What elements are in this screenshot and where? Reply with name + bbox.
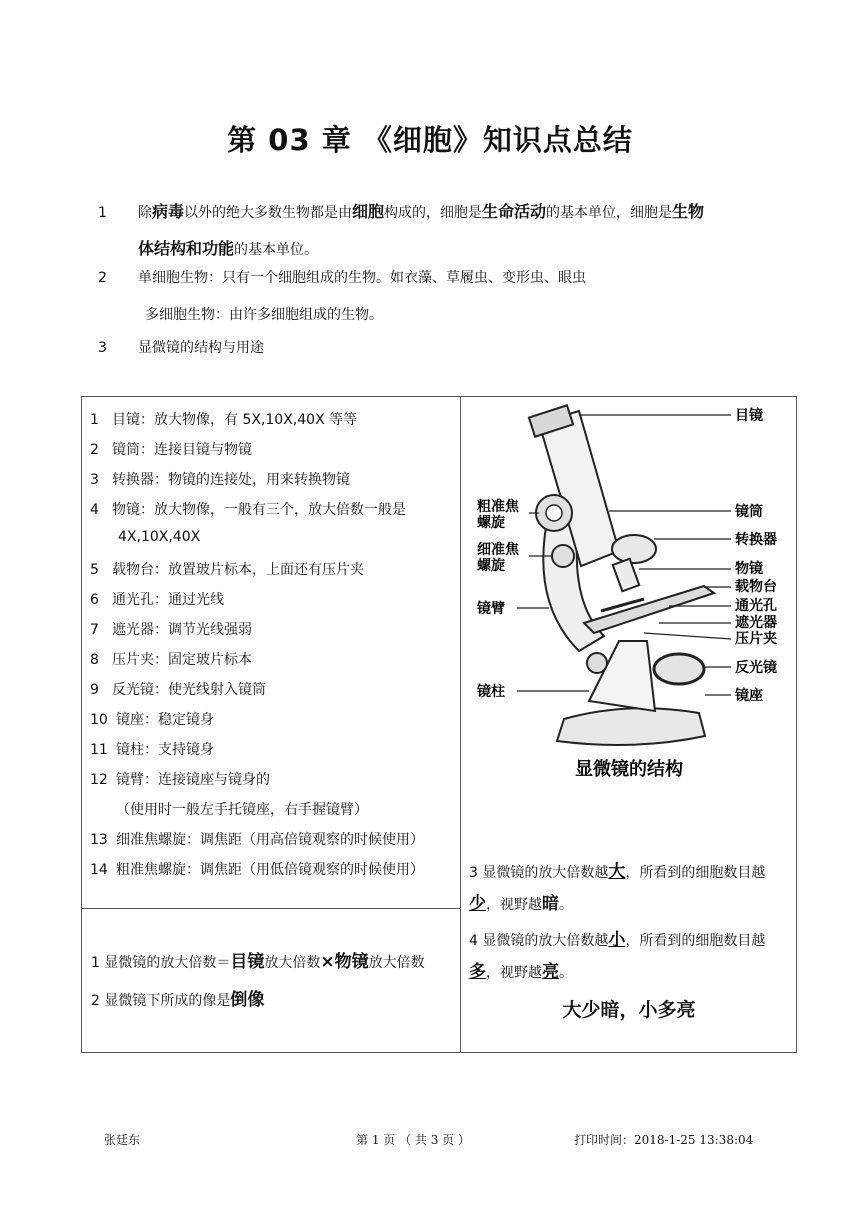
label-diaphragm: 遮光器 (735, 615, 777, 631)
text-segment: 除 (138, 205, 152, 221)
item-number: 4 (90, 502, 99, 518)
text-segment: ，视野越 (486, 897, 542, 913)
item-text: 通光孔：通过光线 (112, 592, 224, 608)
item-text: （使用时一般左手托镜座，右手握镜臂） (116, 802, 368, 818)
bold-term: 倒像 (230, 990, 265, 1010)
footer-print-time: 打印时间：2018-1-25 13:38:04 (574, 1133, 754, 1147)
bold-term: 目镜 (230, 952, 265, 972)
item-text: 镜筒：连接目镜与物镜 (112, 442, 252, 458)
label-nosepiece: 转换器 (735, 532, 777, 548)
text-segment: 4 显微镜的放大倍数越 (469, 933, 609, 949)
section-heading: 显微镜的结构与用途 (138, 340, 264, 356)
item-text: 遮光器：调节光线强弱 (112, 622, 252, 638)
text-segment: 放大倍数 (264, 955, 321, 971)
footer-author: 张廷东 (104, 1133, 141, 1147)
unicellular-text: 单细胞生物：只有一个细胞组成的生物。如衣藻、草履虫、变形虫、眼虫 (138, 270, 586, 286)
paragraph-2 (98, 268, 586, 288)
item-number: 6 (90, 592, 99, 608)
item-text: 细准焦螺旋：调焦距（用高倍镜观察的时候使用） (116, 832, 424, 848)
item-number: 3 (90, 472, 99, 488)
item-text: 镜座：稳定镜身 (116, 712, 214, 728)
label-fine-1: 细准焦 (477, 542, 519, 558)
leader-line (644, 633, 731, 639)
structure-list-item (116, 799, 368, 819)
structure-list-item (90, 589, 224, 609)
text-segment: 的基本单位。 (234, 242, 319, 258)
text-segment: 放大倍数 (368, 955, 425, 971)
image-orientation (91, 985, 264, 1010)
structure-list-item (118, 529, 200, 545)
label-coarse-2: 螺旋 (477, 515, 505, 531)
fine-knob (552, 545, 574, 567)
label-arm: 镜臂 (477, 601, 505, 617)
magnification-cell (82, 909, 461, 1053)
item-text: 目镜：放大物像，有 5X,10X,40X 等等 (112, 412, 358, 428)
slogan: 大少暗，小多亮 (562, 999, 696, 1021)
item-number: 10 (90, 712, 108, 728)
bold-term: 生物 (672, 202, 705, 221)
item-text: 反光镜：使光线射入镜筒 (112, 682, 266, 698)
structure-list-item (90, 649, 252, 669)
text-segment: 构成的，细胞是 (384, 205, 483, 221)
item-number: 8 (90, 652, 99, 668)
structure-list-item (90, 769, 270, 789)
label-objective: 物镜 (735, 561, 763, 577)
text-segment: ，视野越 (486, 965, 542, 981)
paragraph-1-continued (138, 236, 318, 259)
item-number: 5 (90, 562, 99, 578)
text-segment: 。 (559, 897, 573, 913)
item-number: 11 (90, 742, 108, 758)
label-coarse-1: 粗准焦 (477, 499, 519, 515)
rule-3-line-1 (469, 857, 765, 882)
label-eyepiece: 目镜 (735, 408, 763, 424)
bold-term: 体结构和功能 (138, 239, 235, 258)
structure-list-item (90, 499, 406, 519)
structure-list-item (90, 709, 214, 729)
figure-cell (461, 397, 797, 1053)
item-number: 9 (90, 682, 99, 698)
item-number: 3 (98, 340, 107, 356)
paragraph-3 (98, 338, 264, 358)
label-stage: 载物台 (735, 579, 777, 595)
multicellular-text: 多细胞生物：由许多细胞组成的生物。 (145, 307, 383, 323)
figure-caption: 显微镜的结构 (575, 759, 683, 780)
item-text: 4X,10X,40X (118, 529, 201, 545)
rule-4-line-2 (469, 957, 573, 982)
mirror-shape (654, 654, 704, 684)
pivot-knob (587, 653, 607, 673)
microscope-table (81, 396, 797, 1053)
item-text: 粗准焦螺旋：调焦距（用低倍镜观察的时候使用） (116, 862, 424, 878)
item-number: 13 (90, 832, 108, 848)
footer-page: 第 1 页 （ 共 3 页 ） (356, 1133, 470, 1147)
structure-list-cell (82, 397, 461, 909)
text-segment: ，所看到的细胞数目越 (625, 933, 766, 949)
item-number: 1 (90, 412, 99, 428)
text-segment: 2 显微镜下所成的像是 (91, 993, 231, 1009)
label-tube: 镜筒 (735, 504, 763, 520)
text-segment: 的基本单位，细胞是 (546, 205, 673, 221)
item-text: 压片夹：固定玻片标本 (112, 652, 252, 668)
item-text: 物镜：放大物像，一般有三个，放大倍数一般是 (112, 502, 406, 518)
bold-term: ×物镜 (320, 952, 369, 972)
paragraph-1 (98, 202, 778, 223)
coarse-knob-center (546, 505, 562, 521)
text-segment: 1 显微镜的放大倍数＝ (91, 955, 231, 971)
item-text: 转换器：物镜的连接处，用来转换物镜 (112, 472, 350, 488)
text-segment: 。 (559, 965, 573, 981)
label-base: 镜座 (735, 688, 763, 704)
item-number: 12 (90, 772, 108, 788)
magnification-formula (91, 947, 425, 972)
bold-term: 病毒 (152, 202, 185, 221)
text-segment: 3 显微镜的放大倍数越 (469, 865, 609, 881)
bold-term: 生命活动 (482, 202, 547, 221)
item-text: 镜臂：连接镜座与镜身的 (116, 772, 270, 788)
label-mirror: 反光镜 (735, 660, 777, 676)
structure-list-item (90, 829, 424, 849)
text-segment: ，所看到的细胞数目越 (625, 865, 766, 881)
base-shape (557, 708, 705, 745)
rule-3-line-2 (469, 889, 573, 914)
nosepiece-shape (612, 535, 656, 563)
structure-list-item (90, 619, 252, 639)
item-number: 2 (90, 442, 99, 458)
item-number: 7 (90, 622, 99, 638)
structure-list-item (90, 679, 266, 699)
structure-list-item (90, 859, 424, 879)
emphasis-word: 暗 (542, 894, 559, 914)
bold-term: 细胞 (352, 202, 385, 221)
structure-list-item (90, 409, 357, 429)
item-number: 1 (98, 205, 107, 221)
rule-4-line-1 (469, 925, 765, 950)
emphasis-word: 少 (469, 894, 486, 914)
pillar-shape (589, 641, 655, 711)
emphasis-word: 大 (608, 862, 626, 882)
label-stage-hole: 通光孔 (735, 598, 777, 614)
emphasis-word: 小 (608, 930, 626, 950)
label-fine-2: 螺旋 (477, 558, 505, 574)
item-number: 14 (90, 862, 108, 878)
structure-list-item (90, 469, 350, 489)
item-number: 2 (98, 270, 107, 286)
item-text: 镜柱：支持镜身 (116, 742, 214, 758)
item-text: 载物台：放置玻片标本，上面还有压片夹 (112, 562, 364, 578)
microscope-figure (469, 401, 789, 791)
structure-list-item (90, 439, 252, 459)
emphasis-word: 多 (469, 962, 486, 982)
emphasis-word: 亮 (542, 962, 559, 982)
structure-list-item (90, 739, 214, 759)
structure-list-item (90, 559, 364, 579)
text-segment: 以外的绝大多数生物都是由 (184, 205, 353, 221)
label-clip: 压片夹 (735, 631, 777, 647)
page-title: 第 03 章 《细胞》知识点总结 (227, 123, 633, 157)
label-pillar: 镜柱 (477, 684, 505, 700)
